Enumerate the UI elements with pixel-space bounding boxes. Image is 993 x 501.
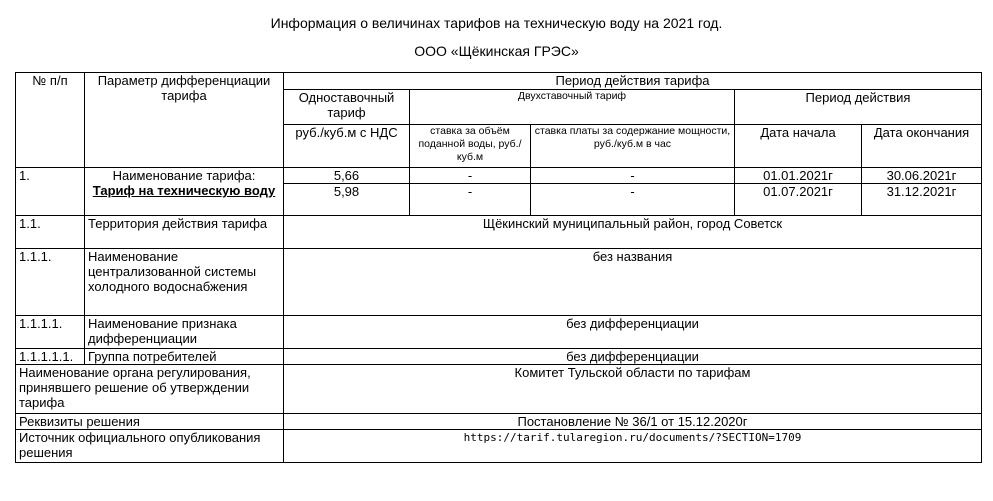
differentiation-value: без дифференциации — [284, 316, 982, 349]
single-rate-value: 5,98 — [284, 184, 410, 216]
row-label: Наименование признака дифференциации — [85, 316, 284, 349]
unit-single: руб./куб.м с НДС — [284, 125, 410, 168]
tariff-name-cell — [85, 168, 284, 216]
row-num: 1. — [16, 168, 85, 216]
row-num: 1.1.1.1.1. — [16, 349, 85, 365]
volume-rate-value: - — [410, 184, 531, 216]
unit-volume: ставка за объём поданной воды, руб./куб.м — [410, 125, 531, 168]
header-validity: Период действия — [735, 90, 982, 125]
document-title: Информация о величинах тарифов на техническую воду на 2021 год. — [270, 15, 723, 31]
consumer-group-value: без дифференциации — [284, 349, 982, 365]
header-num: № п/п — [16, 73, 85, 168]
header-param: Параметр дифференциации тарифа — [85, 73, 284, 168]
row-label: Группа потребителей — [85, 349, 284, 365]
header-period: Период действия тарифа — [284, 73, 982, 90]
source-link[interactable]: https://tarif.tularegion.ru/documents/?SECTION=1709 — [284, 430, 982, 463]
row-label: Наименование централизованной системы холодного водоснабжения — [85, 249, 284, 316]
tariff-name-label: Наименование тарифа: — [112, 168, 256, 183]
header-end-date: Дата окончания — [862, 125, 982, 168]
end-date-value: 30.06.2021г — [862, 168, 982, 184]
system-name-value: без названия — [284, 249, 982, 316]
unit-capacity: ставка платы за содержание мощности, руб./куб.м в час — [531, 125, 735, 168]
single-rate-value: 5,66 — [284, 168, 410, 184]
decision-label: Реквизиты решения — [16, 414, 284, 430]
territory-value: Щёкинский муниципальный район, город Советск — [284, 216, 982, 249]
header-start-date: Дата начала — [735, 125, 862, 168]
volume-rate-value: - — [410, 168, 531, 184]
header-single-rate: Одноставочный тариф — [284, 90, 410, 125]
regulator-label: Наименование органа регулирования, принявшего решение об утверждении тарифа — [16, 365, 284, 414]
regulator-value: Комитет Тульской области по тарифам — [284, 365, 982, 414]
capacity-rate-value: - — [531, 168, 735, 184]
capacity-rate-value: - — [531, 184, 735, 216]
source-label: Источник официального опубликования решения — [16, 430, 284, 463]
row-num: 1.1.1.1. — [16, 316, 85, 349]
tariff-name-value: Тариф на техническую воду — [92, 183, 276, 198]
header-two-rate: Двухставочный тариф — [410, 90, 735, 125]
start-date-value: 01.07.2021г — [735, 184, 862, 216]
row-num: 1.1. — [16, 216, 85, 249]
tariff-table — [15, 72, 982, 463]
row-num: 1.1.1. — [16, 249, 85, 316]
decision-value: Постановление № 36/1 от 15.12.2020г — [284, 414, 982, 430]
organization-name: ООО «Щёкинская ГРЭС» — [414, 43, 579, 59]
end-date-value: 31.12.2021г — [862, 184, 982, 216]
row-label: Территория действия тарифа — [85, 216, 284, 249]
start-date-value: 01.01.2021г — [735, 168, 862, 184]
